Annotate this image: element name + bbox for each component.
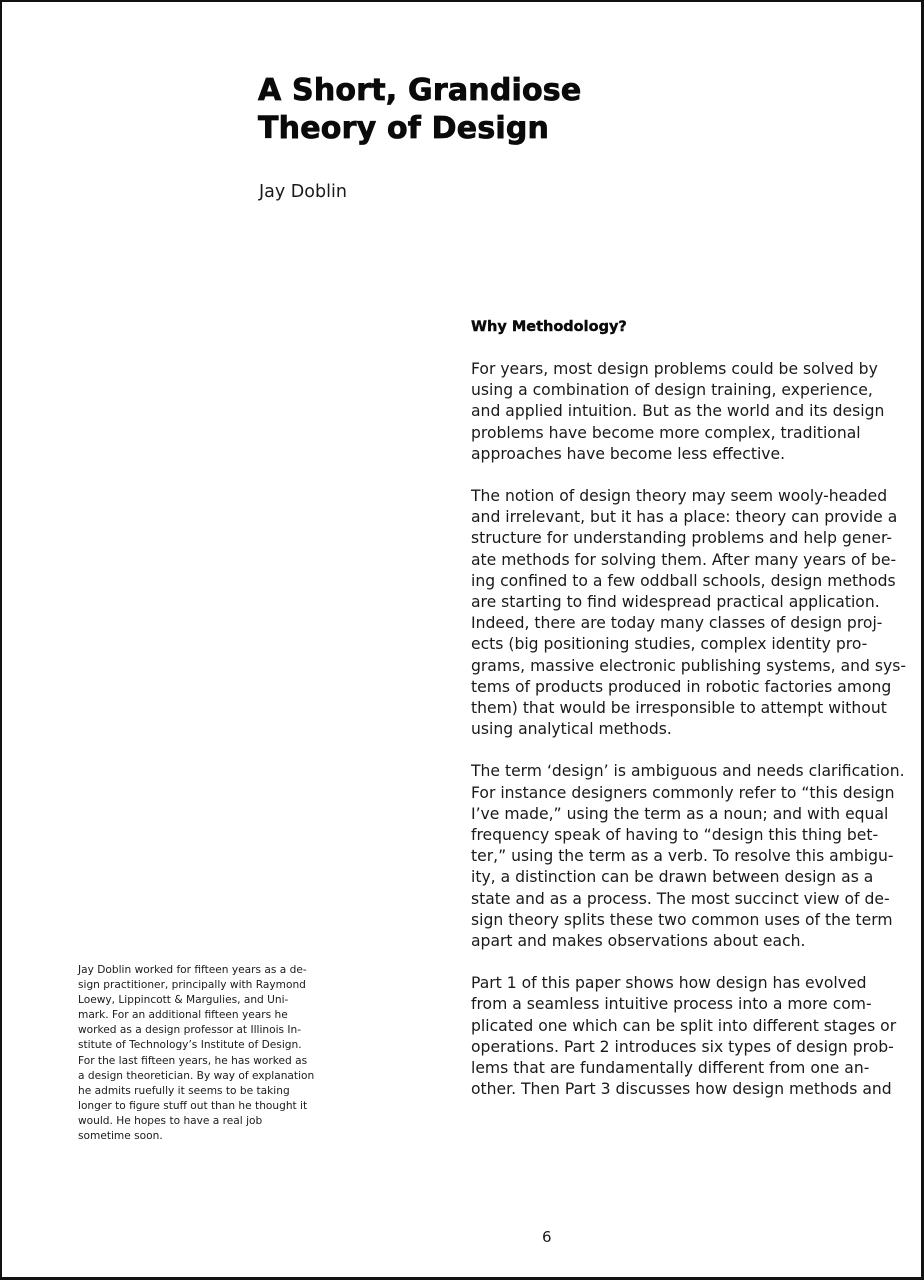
text-line: problems have become more complex, traditional xyxy=(471,423,861,442)
text-line: operations. Part 2 introduces six types of design prob- xyxy=(471,1037,894,1056)
text-line: he admits ruefully it seems to be taking xyxy=(78,1084,290,1097)
text-line: ity, a distinction can be drawn between design as a xyxy=(471,868,874,887)
body-paragraph-2 xyxy=(471,486,906,740)
body-paragraph-4 xyxy=(471,973,897,1100)
text-line: mark. For an additional fifteen years he xyxy=(78,1009,288,1022)
text-line: sign theory splits these two common uses of the term xyxy=(471,910,893,929)
body-column xyxy=(471,359,906,1122)
text-line: For years, most design problems could be solved by xyxy=(471,360,878,378)
text-line: using a combination of design training, experience, xyxy=(471,381,873,400)
text-line: ing confined to a few oddball schools, design methods xyxy=(471,571,896,590)
text-line: from a seamless intuitive process into a more com- xyxy=(471,995,872,1014)
text-line: would. He hopes to have a real job xyxy=(78,1114,263,1127)
text-line: The term ‘design’ is ambiguous and needs clarification. xyxy=(471,762,905,781)
text-line: and applied intuition. But as the world and its design xyxy=(471,402,885,421)
text-line: ter,” using the term as a verb. To resolve this ambigu- xyxy=(471,847,894,866)
text-line: other. Then Part 3 discusses how design methods and xyxy=(471,1080,892,1099)
text-line: approaches have become less effective. xyxy=(471,444,786,463)
text-line: ects (big positioning studies, complex identity pro- xyxy=(471,635,868,654)
text-line: For instance designers commonly refer to “this design xyxy=(471,783,895,802)
article-title-line: A Short, Grandiose xyxy=(258,73,582,108)
text-line: Part 1 of this paper shows how design has evolved xyxy=(471,974,867,993)
text-line: longer to figure stuff out than he thought it xyxy=(78,1099,308,1112)
text-line: are starting to find widespread practical application. xyxy=(471,593,880,612)
text-line: plicated one which can be split into different stages or xyxy=(471,1016,897,1035)
text-line: a design theoretician. By way of explanation xyxy=(78,1069,315,1082)
text-line: structure for understanding problems and help gener- xyxy=(471,529,893,548)
text-line: stitute of Technology’s Institute of Design. xyxy=(78,1039,302,1052)
text-line: apart and makes observations about each. xyxy=(471,932,806,951)
text-line: ate methods for solving them. After many years of be- xyxy=(471,550,897,569)
text-line: state and as a process. The most succinct view of de- xyxy=(471,889,890,908)
article-author: Jay Doblin xyxy=(259,182,347,202)
text-line: sign practitioner, principally with Raymond xyxy=(78,979,306,992)
author-bio-text xyxy=(78,963,328,1144)
text-line: and irrelevant, but it has a place: theory can provide a xyxy=(471,508,898,527)
text-line: them) that would be irresponsible to attempt without xyxy=(471,699,887,718)
text-line: For the last fifteen years, he has worked as xyxy=(78,1054,308,1067)
article-title xyxy=(258,72,581,148)
article-title-line: Theory of Design xyxy=(258,111,550,146)
text-line: sometime soon. xyxy=(78,1130,163,1143)
text-line: I’ve made,” using the term as a noun; and with equal xyxy=(471,804,889,823)
body-paragraph-3 xyxy=(471,761,905,952)
text-line: lems that are fundamentally different from one an- xyxy=(471,1059,870,1078)
text-line: Jay Doblin worked for fifteen years as a de- xyxy=(78,964,307,976)
body-paragraph-1 xyxy=(471,359,885,465)
text-line: frequency speak of having to “design this thing bet- xyxy=(471,826,879,845)
text-line: Indeed, there are today many classes of design proj- xyxy=(471,614,883,633)
text-line: Loewy, Lippincott & Margulies, and Uni- xyxy=(78,994,289,1007)
text-line: The notion of design theory may seem wooly-headed xyxy=(471,487,888,506)
text-line: tems of products produced in robotic factories among xyxy=(471,677,892,696)
author-bio xyxy=(78,963,328,1144)
section-heading: Why Methodology? xyxy=(471,319,627,335)
text-line: grams, massive electronic publishing systems, and sys- xyxy=(471,656,906,675)
text-line: worked as a design professor at Illinois In- xyxy=(78,1024,302,1037)
page-number: 6 xyxy=(542,1228,552,1246)
text-line: using analytical methods. xyxy=(471,720,672,739)
